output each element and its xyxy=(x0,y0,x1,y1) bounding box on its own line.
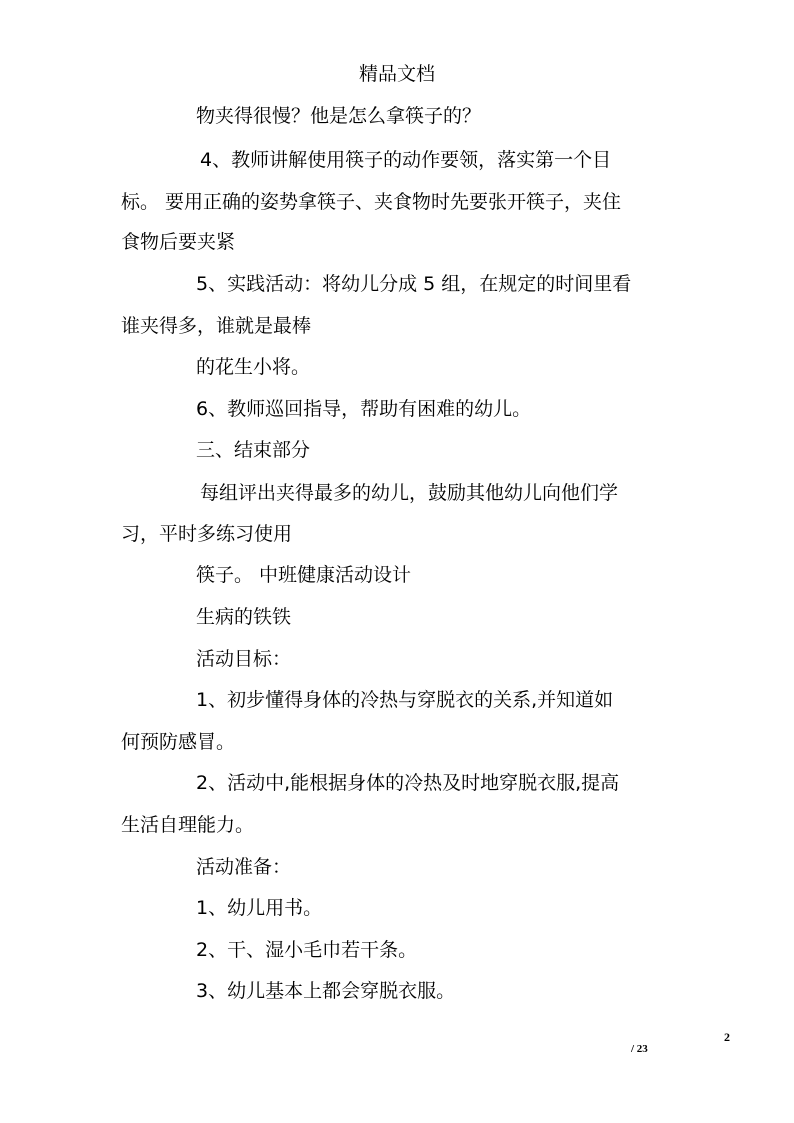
page-total: / 23 xyxy=(631,1043,648,1055)
text-line: 生活自理能力。 xyxy=(121,814,255,836)
text-line: 4、教师讲解使用筷子的动作要领，落实第一个目 xyxy=(200,149,612,171)
text-line: 标。 要用正确的姿势拿筷子、夹食物时先要张开筷子，夹住 xyxy=(121,191,622,213)
document-header: 精品文档 xyxy=(358,63,435,85)
text-line: 每组评出夹得最多的幼儿，鼓励其他幼儿向他们学 xyxy=(200,482,619,504)
text-line: 活动准备： xyxy=(196,856,292,878)
text-line: 5、实践活动：将幼儿分成 5 组，在规定的时间里看 xyxy=(196,273,632,295)
text-line: 生病的铁铁 xyxy=(196,606,292,628)
text-line: 的花生小将。 xyxy=(196,356,311,378)
text-line: 活动目标： xyxy=(196,648,292,670)
text-line: 何预防感冒。 xyxy=(121,731,236,753)
text-line: 1、初步懂得身体的冷热与穿脱衣的关系,并知道如 xyxy=(196,689,614,711)
page-number: 2 xyxy=(724,1030,730,1044)
text-line: 习，平时多练习使用 xyxy=(121,523,293,545)
text-line: 食物后要夹紧 xyxy=(121,231,236,253)
section-heading: 三、结束部分 xyxy=(196,439,311,461)
text-line: 1、幼儿用书。 xyxy=(196,897,323,919)
text-line: 3、幼儿基本上都会穿脱衣服。 xyxy=(196,980,456,1002)
text-line: 2、活动中,能根据身体的冷热及时地穿脱衣服,提高 xyxy=(196,772,620,794)
text-line: 谁夹得多，谁就是最棒 xyxy=(121,315,312,337)
text-line: 物夹得很慢？他是怎么拿筷子的？ xyxy=(196,105,482,127)
text-line: 2、干、湿小毛巾若干条。 xyxy=(196,939,418,961)
text-line: 筷子。 中班健康活动设计 xyxy=(196,564,412,586)
text-line: 6、教师巡回指导，帮助有困难的幼儿。 xyxy=(196,398,532,420)
